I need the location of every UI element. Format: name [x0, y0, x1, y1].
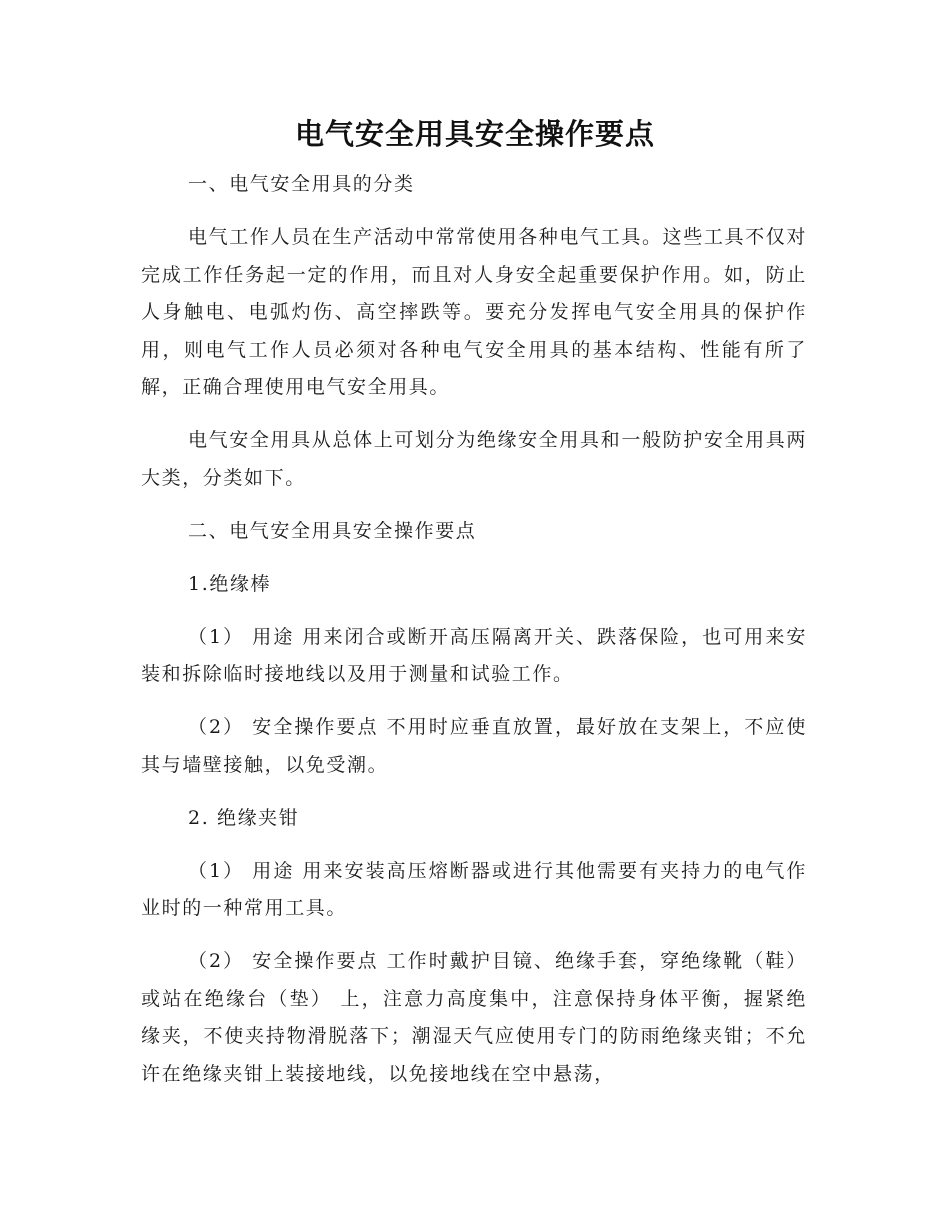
subheading-insulating-rod: 1.绝缘棒 — [188, 572, 272, 595]
section-heading-operation-points: 二、电气安全用具安全操作要点 — [188, 519, 477, 542]
subheading-insulating-clamp: 2. 绝缘夹钳 — [188, 806, 300, 829]
document-title: 电气安全用具安全操作要点 — [294, 117, 655, 151]
insulating-rod-usage: （1） 用途 用来闭合或断开高压隔离开关、跌落保险，也可用来安装和拆除临时接地线以及用于测量和试验工作。 — [141, 625, 807, 685]
paragraph-intro: 电气工作人员在生产活动中常常使用各种电气工具。这些工具不仅对完成工作任务起一定的作用，而且对人身安全起重要保护作用。如，防止人身触电、电弧灼伤、高空摔跌等。要充分发挥电气安全用具的保护作用，则电气工作人员必须对各种电气安全用具的基本结构、性能有所了解，正确合理使用电气安全用具。 — [141, 226, 807, 398]
insulating-rod-safety: （2） 安全操作要点 不用时应垂直放置，最好放在支架上，不应使其与墙壁接触，以免受潮。 — [141, 716, 807, 776]
document-body — [141, 166, 807, 1109]
insulating-clamp-safety: （2） 安全操作要点 工作时戴护目镜、绝缘手套，穿绝缘靴（鞋） 或站在绝缘台（垫） 上，注意力高度集中，注意保持身体平衡，握紧绝缘夹，不使夹持物滑脱落下；潮湿天气应使用专门的防雨绝缘夹钳；不允许在绝缘夹钳上装接地线，以免接地线在空中悬荡， — [141, 950, 807, 1085]
insulating-clamp-usage: （1） 用途 用来安装高压熔断器或进行其他需要有夹持力的电气作业时的一种常用工具。 — [141, 859, 807, 919]
paragraph-categories: 电气安全用具从总体上可划分为绝缘安全用具和一般防护安全用具两大类，分类如下。 — [141, 429, 807, 489]
section-heading-classification: 一、电气安全用具的分类 — [188, 173, 415, 195]
